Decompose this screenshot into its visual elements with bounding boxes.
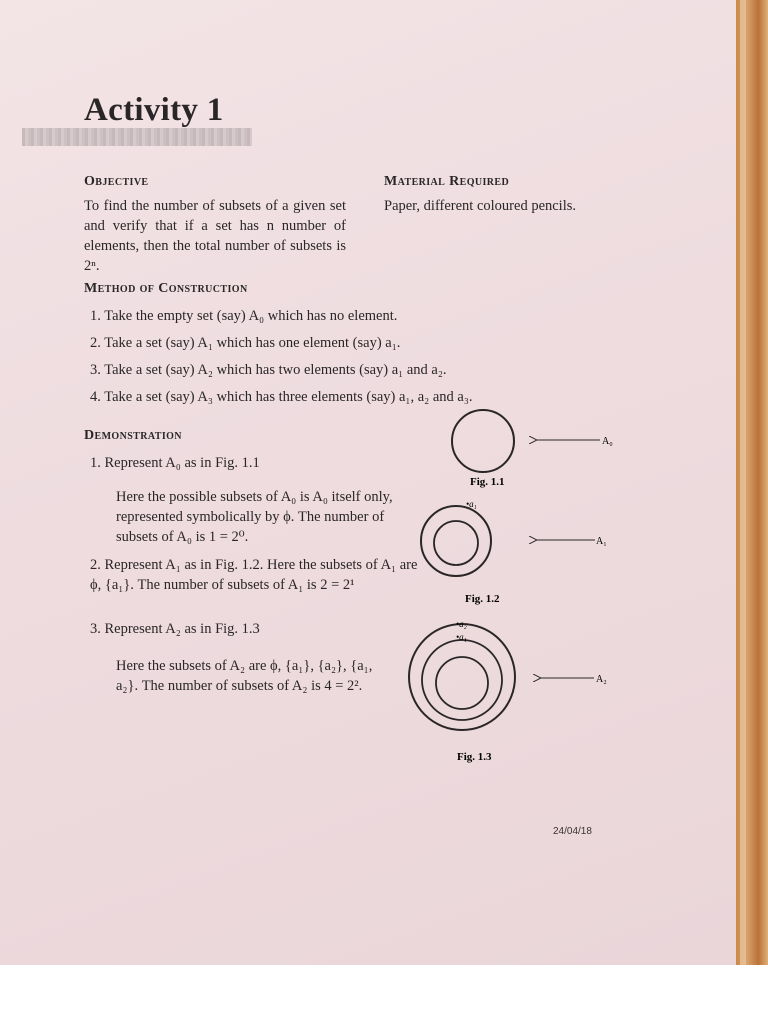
demonstration-note-3: Here the subsets of A₂ are ϕ, {a₁}, {a₂}, {a₁, a₂}. The number of subsets of A₂ is 4 = 2². bbox=[116, 658, 373, 694]
point-a1-fig3: •a₁ bbox=[456, 632, 467, 642]
label-a1: A₁ bbox=[596, 536, 607, 547]
material-text: Paper, different coloured pencils. bbox=[384, 198, 577, 214]
point-a1: •a₁ bbox=[466, 499, 477, 509]
label-a0: A₀ bbox=[602, 436, 613, 447]
method-step-1: 1. Take the empty set (say) A₀ which has no element. bbox=[90, 308, 398, 324]
material-heading: Material Required bbox=[384, 174, 510, 189]
point-a2: •a₂ bbox=[456, 619, 467, 629]
method-step-3: 3. Take a set (say) A₂ which has two elements (say) a₁ and a₂. bbox=[90, 362, 447, 378]
method-step-4: 4. Take a set (say) A₃ which has three elements (say) a₁, a₂ and a₃. bbox=[90, 389, 473, 405]
page-title: Activity 1 bbox=[84, 92, 224, 128]
set-a2-middle-circle bbox=[422, 640, 502, 720]
objective-heading: Objective bbox=[84, 174, 149, 189]
method-step-2: 2. Take a set (say) A₁ which has one element (say) a₁. bbox=[90, 335, 401, 351]
set-a1-inner-circle bbox=[434, 521, 478, 565]
label-a2: A₂ bbox=[596, 674, 607, 685]
demonstration-heading: Demonstration bbox=[84, 428, 182, 443]
figure-1-2 bbox=[421, 499, 607, 605]
set-a0-circle bbox=[452, 410, 514, 472]
demonstration-item-2: 2. Represent A₁ as in Fig. 1.2. Here the subsets of A₁ are ϕ, {a₁}. The number of subsets of A₁ is 2 = 2¹ bbox=[90, 557, 418, 593]
date-stamp: 24/04/18 bbox=[553, 826, 592, 837]
figure-1-1 bbox=[452, 410, 613, 488]
fig-1-3-caption: Fig. 1.3 bbox=[457, 751, 492, 763]
method-heading: Method of Construction bbox=[84, 281, 248, 296]
demonstration-note-1: Here the possible subsets of A₀ is A₀ itself only, represented symbolically by ϕ. The number of subsets of A₀ is 1 = 2⁰. bbox=[116, 489, 393, 545]
fig-1-1-caption: Fig. 1.1 bbox=[470, 476, 505, 488]
objective-text: To find the number of subsets of a given set and verify that if a set has n number of elements, then the total number of subsets is 2ⁿ. bbox=[84, 198, 346, 274]
demonstration-item-1: 1. Represent A₀ as in Fig. 1.1 bbox=[90, 455, 260, 471]
demonstration-item-3: 3. Represent A₂ as in Fig. 1.3 bbox=[90, 621, 260, 637]
set-a2-inner-circle bbox=[436, 657, 488, 709]
figure-1-3 bbox=[409, 619, 607, 763]
fig-1-2-caption: Fig. 1.2 bbox=[465, 593, 500, 605]
